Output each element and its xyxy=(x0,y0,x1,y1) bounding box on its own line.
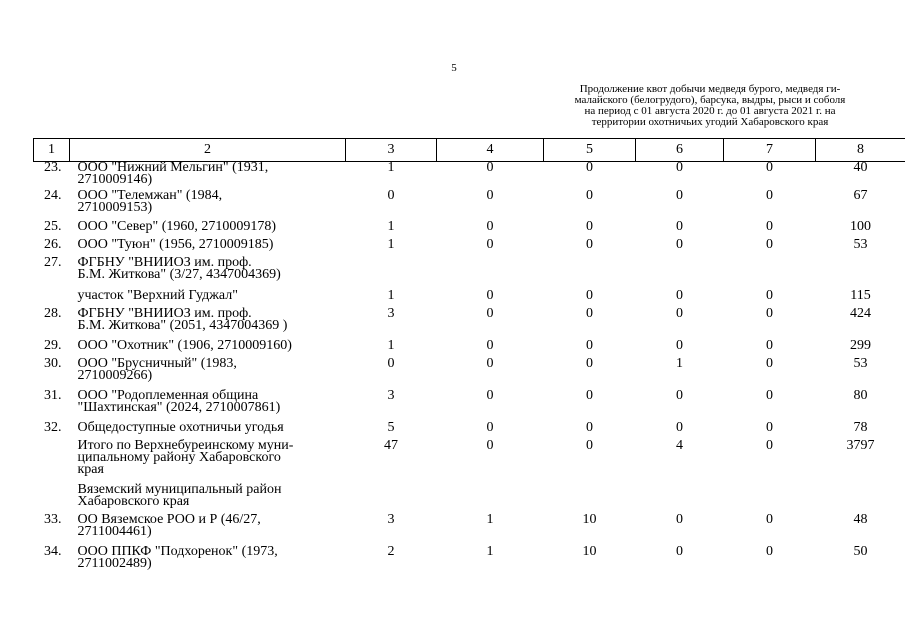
quota-cell-col8: 115 xyxy=(850,287,871,303)
row-number: 30. xyxy=(44,355,62,371)
quota-cell-col4: 0 xyxy=(486,387,494,403)
quota-cell-col6: 1 xyxy=(676,355,683,371)
quota-cell-col8: 50 xyxy=(853,543,868,559)
name-line: Итого по Верхнебуреинскому муни- xyxy=(77,437,294,453)
quota-cell-col3 xyxy=(346,257,437,290)
quota-cell-col3: 1 xyxy=(387,236,395,252)
quota-cell-col8: 67 xyxy=(853,187,868,203)
quota-cell-col6: 0 xyxy=(676,387,683,403)
hunting-ground-name xyxy=(70,437,346,484)
hunting-ground-name xyxy=(70,355,346,390)
quota-cell-col4: 1 xyxy=(486,511,494,527)
hunting-ground-name xyxy=(70,305,346,340)
quota-cell-col4 xyxy=(437,484,544,514)
table-header-row xyxy=(34,139,905,162)
table-row xyxy=(34,390,905,422)
caption-line: на период с 01 августа 2020 г. до 01 августа 2021 г. на xyxy=(584,105,836,117)
quota-cell-col8: 3797 xyxy=(846,437,875,453)
quota-cell-col6: 0 xyxy=(676,160,683,175)
table-caption xyxy=(545,84,875,128)
name-line: участок "Верхний Гуджал" xyxy=(77,287,238,303)
row-number: 23. xyxy=(44,160,62,175)
row-number xyxy=(34,484,70,514)
quota-cell-col7: 0 xyxy=(766,187,773,203)
caption-line: малайского (белогрудого), барсука, выдры, рыси и соболя xyxy=(574,94,846,106)
quota-cell-col8: 78 xyxy=(853,419,868,435)
quota-cell-col4: 0 xyxy=(486,337,494,353)
quota-cell-col3: 2 xyxy=(387,543,395,559)
caption-line: Продолжение квот добычи медведя бурого, медведя ги- xyxy=(579,83,841,95)
name-line: ФГБНУ "ВНИИОЗ им. проф. xyxy=(77,254,252,270)
quota-cell-col6: 4 xyxy=(676,437,683,453)
table-row xyxy=(34,340,905,358)
quota-cell-col4: 0 xyxy=(486,305,494,321)
quota-cell-col5 xyxy=(544,257,636,290)
name-line: ООО "Телемжан" (1984, xyxy=(77,187,223,203)
quota-cell-col5: 0 xyxy=(586,355,593,371)
quota-cell-col4 xyxy=(437,257,544,290)
quota-cell-col7: 0 xyxy=(766,287,773,303)
quota-table xyxy=(33,138,905,580)
row-number: 32. xyxy=(44,419,62,435)
quota-cell-col5 xyxy=(544,484,636,514)
column-header: 8 xyxy=(816,139,905,162)
name-line: ООО "Туюн" (1956, 2710009185) xyxy=(77,236,274,252)
quota-cell-col7: 0 xyxy=(766,387,773,403)
name-line: Б.М. Житкова" (2051, 4347004369 ) xyxy=(77,317,288,333)
name-line: Вяземский муниципальный район xyxy=(77,481,282,497)
quota-cell-col5: 0 xyxy=(586,218,593,234)
quota-cell-col7: 0 xyxy=(766,419,773,435)
quota-cell-col8: 53 xyxy=(853,236,868,252)
quota-cell-col8: 80 xyxy=(853,387,868,403)
name-line: ОО Вяземское РОО и Р (46/27, xyxy=(77,511,261,527)
quota-cell-col5: 10 xyxy=(582,543,597,559)
quota-cell-col6: 0 xyxy=(676,419,683,435)
table-row xyxy=(34,546,905,580)
column-header: 1 xyxy=(34,139,70,162)
quota-cell-col3 xyxy=(346,484,437,514)
name-line: Общедоступные охотничьи угодья xyxy=(77,419,284,435)
table-row xyxy=(34,257,905,290)
table-row xyxy=(34,162,905,190)
name-line: "Шахтинская" (2024, 2710007861) xyxy=(77,399,281,415)
quota-cell-col5: 0 xyxy=(586,287,593,303)
name-line: края xyxy=(77,461,104,477)
table-body xyxy=(34,162,905,580)
hunting-ground-name xyxy=(70,162,346,190)
quota-cell-col3: 1 xyxy=(387,218,395,234)
column-header: 2 xyxy=(70,139,346,162)
name-line: 2710009266) xyxy=(77,367,153,383)
quota-cell-col7: 0 xyxy=(766,511,773,527)
quota-cell-col3: 3 xyxy=(387,305,395,321)
quota-cell-col7: 0 xyxy=(766,218,773,234)
name-line: ООО "Нижний Мельгин" (1931, xyxy=(77,160,269,175)
quota-cell-col4: 0 xyxy=(486,437,494,453)
quota-cell-col4: 0 xyxy=(486,236,494,252)
table-row xyxy=(34,190,905,221)
table-row xyxy=(34,290,905,308)
quota-cell-col6: 0 xyxy=(676,511,683,527)
name-line: ФГБНУ "ВНИИОЗ им. проф. xyxy=(77,305,252,321)
table-row xyxy=(34,358,905,390)
row-number: 24. xyxy=(44,187,62,203)
quota-cell-col6 xyxy=(636,257,724,290)
quota-cell-col3: 0 xyxy=(387,355,395,371)
column-header: 5 xyxy=(544,139,636,162)
quota-cell-col6: 0 xyxy=(676,218,683,234)
quota-cell-col4: 0 xyxy=(486,287,494,303)
name-line: Хабаровского края xyxy=(77,493,190,509)
quota-cell-col5: 10 xyxy=(582,511,597,527)
caption-line: территории охотничьих угодий Хабаровского края xyxy=(591,116,829,128)
quota-cell-col3: 3 xyxy=(387,511,395,527)
quota-cell-col7: 0 xyxy=(766,236,773,252)
name-line: 2710009153) xyxy=(77,199,153,215)
row-number xyxy=(34,440,70,484)
quota-cell-col5: 0 xyxy=(586,419,593,435)
name-line: ООО ППКФ "Подхоренок" (1973, xyxy=(77,543,278,559)
row-number: 26. xyxy=(44,236,62,252)
quota-cell-col4: 0 xyxy=(486,218,494,234)
name-line: ООО "Родоплеменная община xyxy=(77,387,259,403)
quota-cell-col6: 0 xyxy=(676,287,683,303)
table-row xyxy=(34,239,905,257)
hunting-ground-name xyxy=(70,187,346,221)
column-header: 7 xyxy=(724,139,816,162)
quota-cell-col7: 0 xyxy=(766,437,773,453)
table-row xyxy=(34,484,905,514)
quota-cell-col7: 0 xyxy=(766,305,773,321)
quota-cell-col8: 100 xyxy=(850,218,871,234)
quota-cell-col5: 0 xyxy=(586,187,593,203)
quota-cell-col3: 5 xyxy=(387,419,395,435)
quota-cell-col6: 0 xyxy=(676,236,683,252)
quota-cell-col5: 0 xyxy=(586,160,593,175)
table-row xyxy=(34,440,905,484)
row-number: 28. xyxy=(44,305,62,321)
quota-cell-col8: 424 xyxy=(850,305,871,321)
quota-cell-col8 xyxy=(816,257,905,290)
quota-cell-col3: 3 xyxy=(387,387,395,403)
quota-cell-col5: 0 xyxy=(586,337,593,353)
quota-cell-col7: 0 xyxy=(766,543,773,559)
quota-cell-col8: 53 xyxy=(853,355,868,371)
quota-cell-col6: 0 xyxy=(676,187,683,203)
hunting-ground-name xyxy=(70,543,346,580)
row-number: 25. xyxy=(44,218,62,234)
quota-cell-col6: 0 xyxy=(676,543,683,559)
quota-cell-col3: 47 xyxy=(384,437,398,453)
quota-cell-col7 xyxy=(724,257,816,290)
quota-cell-col8: 48 xyxy=(853,511,868,527)
name-line: ООО "Охотник" (1906, 2710009160) xyxy=(77,337,292,353)
hunting-ground-name xyxy=(70,511,346,546)
quota-cell-col5: 0 xyxy=(586,236,593,252)
row-number: 33. xyxy=(44,511,62,527)
quota-cell-col4: 0 xyxy=(486,355,494,371)
hunting-ground-name xyxy=(70,236,346,257)
hunting-ground-name xyxy=(70,387,346,422)
quota-cell-col8: 40 xyxy=(853,160,868,175)
hunting-ground-name xyxy=(70,419,346,440)
table-row xyxy=(34,514,905,546)
column-header: 4 xyxy=(437,139,544,162)
hunting-ground-name xyxy=(70,287,346,308)
table-row xyxy=(34,308,905,340)
name-line: 2710009146) xyxy=(77,172,153,187)
hunting-ground-name xyxy=(70,254,346,290)
quota-cell-col7: 0 xyxy=(766,337,773,353)
quota-cell-col4: 0 xyxy=(486,160,494,175)
quota-cell-col4: 0 xyxy=(486,419,494,435)
quota-cell-col5: 0 xyxy=(586,387,593,403)
quota-cell-col3: 1 xyxy=(387,337,395,353)
name-line: ООО "Брусничный" (1983, xyxy=(77,355,237,371)
quota-cell-col4: 1 xyxy=(486,543,494,559)
row-number: 34. xyxy=(44,543,62,559)
row-number xyxy=(34,290,70,308)
hunting-ground-name xyxy=(70,481,346,514)
quota-cell-col6 xyxy=(636,484,724,514)
quota-cell-col6: 0 xyxy=(676,337,683,353)
name-line: ципальному району Хабаровского xyxy=(77,449,281,465)
row-number: 31. xyxy=(44,387,62,403)
hunting-ground-name xyxy=(70,337,346,358)
column-header: 6 xyxy=(636,139,724,162)
quota-cell-col7: 0 xyxy=(766,355,773,371)
quota-cell-col4: 0 xyxy=(486,187,494,203)
table-row xyxy=(34,422,905,440)
quota-cell-col3: 0 xyxy=(387,187,395,203)
quota-cell-col3: 1 xyxy=(387,160,395,175)
quota-cell-col5: 0 xyxy=(586,305,593,321)
page-number: 5 xyxy=(451,62,457,74)
hunting-ground-name xyxy=(70,218,346,239)
quota-cell-col5: 0 xyxy=(586,437,593,453)
row-number: 27. xyxy=(44,254,62,270)
quota-cell-col8: 299 xyxy=(850,337,871,353)
quota-cell-col8 xyxy=(816,484,905,514)
table-row xyxy=(34,221,905,239)
quota-cell-col7 xyxy=(724,484,816,514)
name-line: Б.М. Житкова" (3/27, 4347004369) xyxy=(77,266,281,282)
row-number: 29. xyxy=(44,337,62,353)
name-line: 2711002489) xyxy=(77,555,152,571)
column-header: 3 xyxy=(346,139,437,162)
quota-cell-col6: 0 xyxy=(676,305,683,321)
quota-cell-col7: 0 xyxy=(766,160,773,175)
name-line: 2711004461) xyxy=(77,523,152,539)
quota-cell-col3: 1 xyxy=(387,287,395,303)
name-line: ООО "Север" (1960, 2710009178) xyxy=(77,218,277,234)
